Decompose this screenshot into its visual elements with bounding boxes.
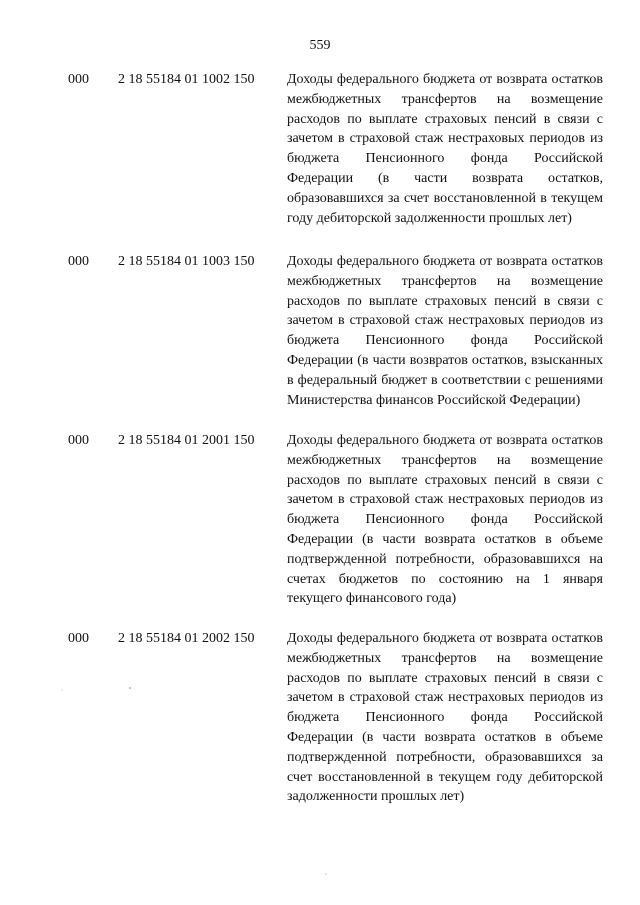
budget-classification-code: 2 18 55184 01 1003 150 [118, 254, 255, 269]
budget-classification-code: 2 18 55184 01 2001 150 [118, 433, 255, 448]
page-number: 559 [309, 38, 331, 53]
budget-classification-code: 2 18 55184 01 1002 150 [118, 72, 255, 87]
admin-code: 000 [68, 631, 89, 646]
admin-code: 000 [68, 254, 89, 269]
admin-code: 000 [68, 433, 89, 448]
revenue-description: Доходы федерального бюджета от возврата остатков межбюджетных трансфертов на возмещение расходов по выплате страховых пенсий в связи с зачетом в страховой стаж нестраховых периодов из бюджета Пенсионного фонда Российской Федерации (в части возврата остатков в объеме подтвержденной потребности, образовавшихся за счет восстановленной в текущем году дебиторской задолженности прошлых лет) [287, 631, 603, 805]
budget-classification-code: 2 18 55184 01 2002 150 [118, 631, 255, 646]
admin-code: 000 [68, 72, 89, 87]
revenue-description: Доходы федерального бюджета от возврата остатков межбюджетных трансфертов на возмещение расходов по выплате страховых пенсий в связи с зачетом в страховой стаж нестраховых периодов из бюджета Пенсионного фонда Российской Федерации (в части возвратов остатков, взысканных в федеральный бюджет в соответствии с решениями Министерства финансов Российской Федерации) [287, 254, 603, 408]
revenue-description: Доходы федерального бюджета от возврата остатков межбюджетных трансфертов на возмещение расходов по выплате страховых пенсий в связи с зачетом в страховой стаж нестраховых периодов из бюджета Пенсионного фонда Российской Федерации (в части возврата остатков, образовавшихся за счет восстановленной в текущем году дебиторской задолженности прошлых лет) [287, 72, 603, 226]
revenue-description: Доходы федерального бюджета от возврата остатков межбюджетных трансфертов на возмещение расходов по выплате страховых пенсий в связи с зачетом в страховой стаж нестраховых периодов из бюджета Пенсионного фонда Российской Федерации (в части возврата остатков в объеме подтвержденной потребности, образовавшихся на счетах бюджетов по состоянию на 1 января текущего финансового года) [287, 433, 603, 607]
